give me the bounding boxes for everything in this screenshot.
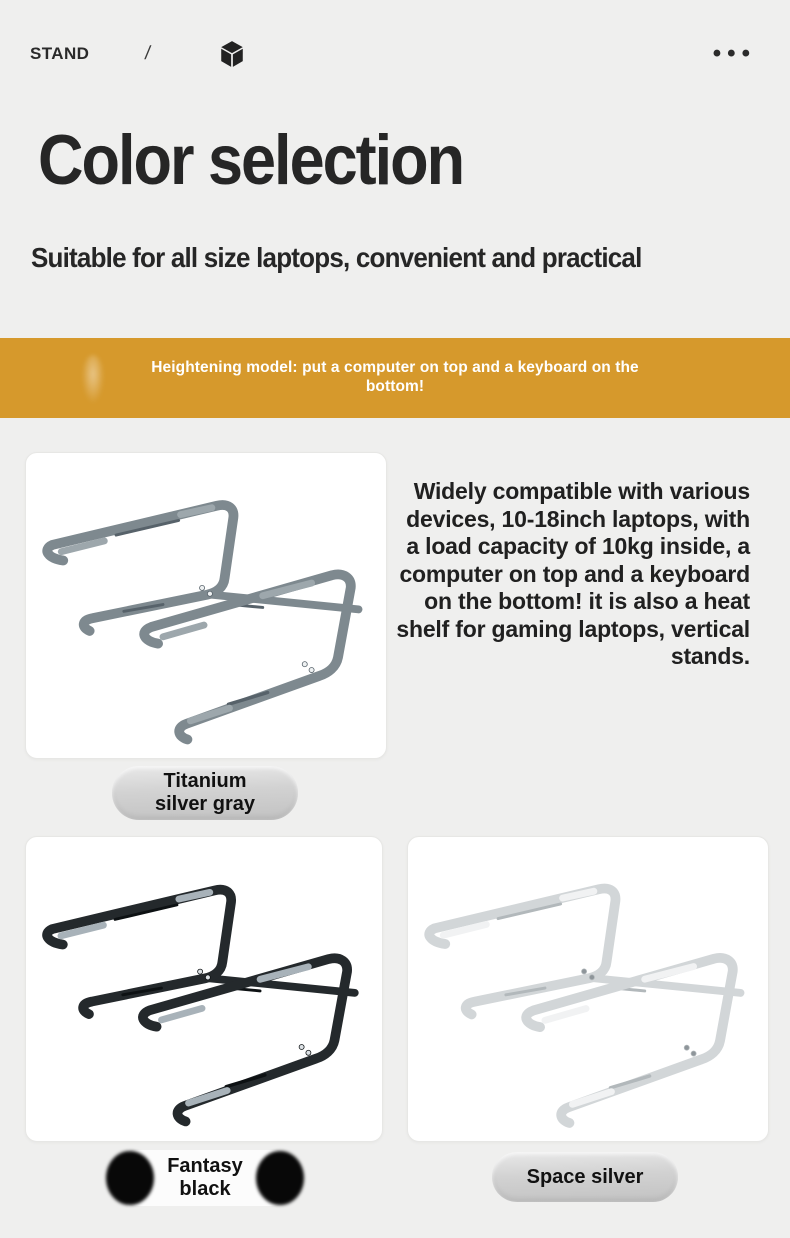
black-dot-left: [106, 1151, 154, 1205]
color-option-label-line: black: [179, 1178, 231, 1200]
color-option-space-silver[interactable]: [492, 1152, 678, 1202]
banner-text: Heightening model: put a computer on top and a keyboard on the bottom!: [151, 359, 639, 395]
feature-description: Widely compatible with various devices, 10-18inch laptops, with a load capacity of 10kg inside, a computer on top and a keyboard on the bottom! it is also a heat shelf for gaming laptops, vertical stands.: [396, 478, 750, 669]
stand-image-space-silver: [412, 841, 764, 1137]
topbar: [30, 38, 756, 70]
page-subtitle: Suitable for all size laptops, convenient and practical: [31, 242, 642, 274]
brand-text: STAND: [30, 44, 90, 63]
menu-dots-button[interactable]: •••: [712, 40, 756, 67]
stand-image-fantasy-black: [30, 841, 378, 1137]
product-card-fantasy-black[interactable]: [25, 836, 383, 1142]
product-card-titanium-silver-gray[interactable]: [25, 452, 387, 759]
page-title: Color selection: [38, 121, 464, 200]
color-option-label-line: silver gray: [154, 793, 256, 815]
color-option-fantasy-black[interactable]: [112, 1150, 298, 1206]
color-option-label-line: Titanium: [163, 770, 247, 792]
color-option-titanium-silver-gray[interactable]: [112, 766, 298, 820]
cube-icon: [219, 40, 245, 68]
color-option-label-line: Fantasy: [167, 1155, 243, 1177]
stand-image-titanium-silver-gray: [30, 457, 382, 754]
color-option-label-line: Space silver: [526, 1165, 644, 1188]
black-dot-right: [256, 1151, 304, 1205]
banner-figure-blur: [82, 355, 104, 403]
product-card-space-silver[interactable]: [407, 836, 769, 1142]
breadcrumb-separator: /: [143, 43, 153, 64]
promo-banner: [0, 338, 790, 418]
